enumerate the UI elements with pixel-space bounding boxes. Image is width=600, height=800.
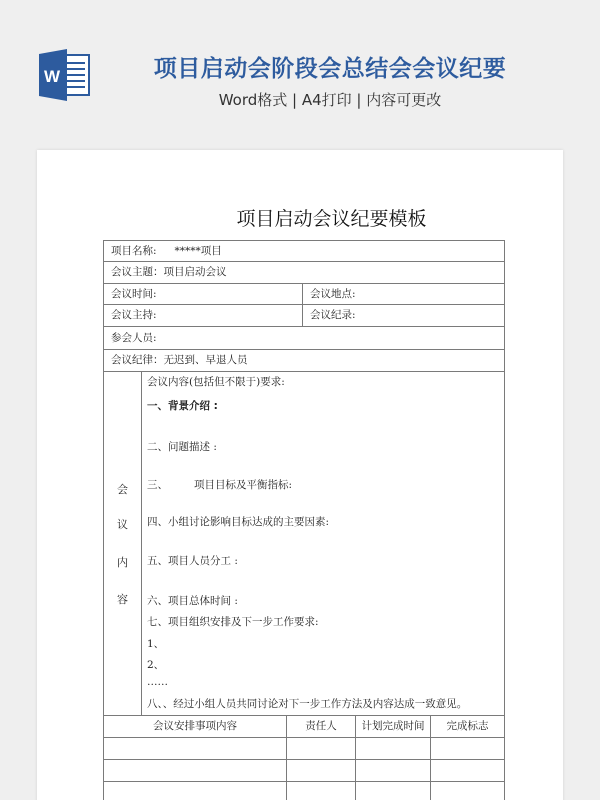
schedule-cell-task[interactable] bbox=[104, 738, 287, 759]
content-item-ellipsis: …… bbox=[147, 676, 168, 688]
schedule-header-done-mark: 完成标志 bbox=[446, 720, 489, 732]
schedule-cell-done-mark[interactable] bbox=[431, 760, 504, 781]
schedule-cell-done-mark[interactable] bbox=[431, 738, 504, 759]
banner-subtitle: Word格式 | A4打印 | 内容可更改 bbox=[218, 91, 442, 109]
content-item-timeline[interactable]: 六、项目总体时间 : bbox=[147, 595, 238, 607]
content-item-goals-text: 项目目标及平衡指标: bbox=[194, 479, 293, 491]
content-item-problem[interactable]: 二、问题描述 : bbox=[147, 441, 217, 453]
schedule-cell-done-mark[interactable] bbox=[431, 782, 504, 800]
host-recorder-row bbox=[104, 305, 504, 327]
schedule-cell-due[interactable] bbox=[356, 760, 431, 781]
document-title: 项目启动会议纪要模板 bbox=[236, 208, 427, 230]
schedule-row bbox=[104, 738, 504, 760]
schedule-cell-due[interactable] bbox=[356, 738, 431, 759]
banner-title: 项目启动会阶段会总结会会议纪要 bbox=[153, 56, 507, 82]
schedule-cell-task[interactable] bbox=[104, 760, 287, 781]
project-name-row bbox=[104, 241, 504, 262]
content-item-consensus[interactable]: 八、、经过小组人员共同讨论对下一步工作方法及内容达成一致意见。 bbox=[147, 698, 468, 710]
content-item-next-steps[interactable]: 七、项目组织安排及下一步工作要求: bbox=[147, 616, 319, 628]
schedule-cell-owner[interactable] bbox=[287, 782, 356, 800]
schedule-header-row bbox=[104, 716, 504, 738]
content-item-background[interactable]: 一、背景介绍 : bbox=[147, 400, 218, 412]
schedule-cell-owner[interactable] bbox=[287, 738, 356, 759]
meeting-minutes-table bbox=[103, 240, 505, 800]
project-name-label: 项目名称: bbox=[111, 245, 157, 257]
schedule-row bbox=[104, 760, 504, 782]
content-item-factors[interactable]: 四、小组讨论影响目标达成的主要因素: bbox=[147, 516, 330, 528]
topic-row bbox=[104, 262, 504, 284]
attendees-field[interactable]: 参会人员: bbox=[111, 332, 157, 344]
side-label-char: 会 bbox=[117, 483, 128, 496]
word-document-icon bbox=[37, 49, 91, 101]
meeting-content-row bbox=[104, 372, 504, 716]
content-item-step-1[interactable]: 1、 bbox=[147, 638, 165, 650]
content-intro: 会议内容(包括但不限于)要求: bbox=[147, 376, 285, 388]
time-location-row bbox=[104, 284, 504, 305]
svg-text:W: W bbox=[43, 67, 61, 86]
content-item-roles[interactable]: 五、项目人员分工 : bbox=[147, 555, 238, 567]
meeting-content-side-label bbox=[104, 372, 142, 715]
schedule-cell-owner[interactable] bbox=[287, 760, 356, 781]
schedule-cell-task[interactable] bbox=[104, 782, 287, 800]
discipline-row bbox=[104, 350, 504, 372]
meeting-discipline[interactable]: 会议纪律：无迟到、早退人员 bbox=[111, 354, 248, 366]
attendees-row bbox=[104, 327, 504, 350]
content-item-goals-number: 三、 bbox=[147, 479, 168, 491]
schedule-header-owner: 责任人 bbox=[287, 716, 356, 737]
meeting-topic[interactable]: 会议主题：项目启动会议 bbox=[111, 266, 227, 278]
meeting-host-field[interactable]: 会议主持: bbox=[104, 305, 303, 326]
meeting-recorder-field[interactable]: 会议纪录: bbox=[310, 309, 356, 321]
banner-header bbox=[0, 0, 600, 140]
meeting-location-field[interactable]: 会议地点: bbox=[310, 288, 356, 300]
project-name-value[interactable]: *****项目 bbox=[174, 245, 222, 257]
side-label-char: 议 bbox=[117, 518, 128, 531]
schedule-cell-due[interactable] bbox=[356, 782, 431, 800]
schedule-header-due: 计划完成时间 bbox=[356, 716, 431, 737]
side-label-char: 容 bbox=[117, 593, 128, 606]
content-item-goals[interactable] bbox=[147, 477, 292, 493]
side-label-char: 内 bbox=[117, 556, 128, 569]
schedule-row bbox=[104, 782, 504, 800]
content-item-step-2[interactable]: 2、 bbox=[147, 659, 165, 671]
meeting-time-field[interactable]: 会议时间: bbox=[104, 284, 303, 304]
schedule-header-task: 会议安排事项内容 bbox=[104, 716, 287, 737]
